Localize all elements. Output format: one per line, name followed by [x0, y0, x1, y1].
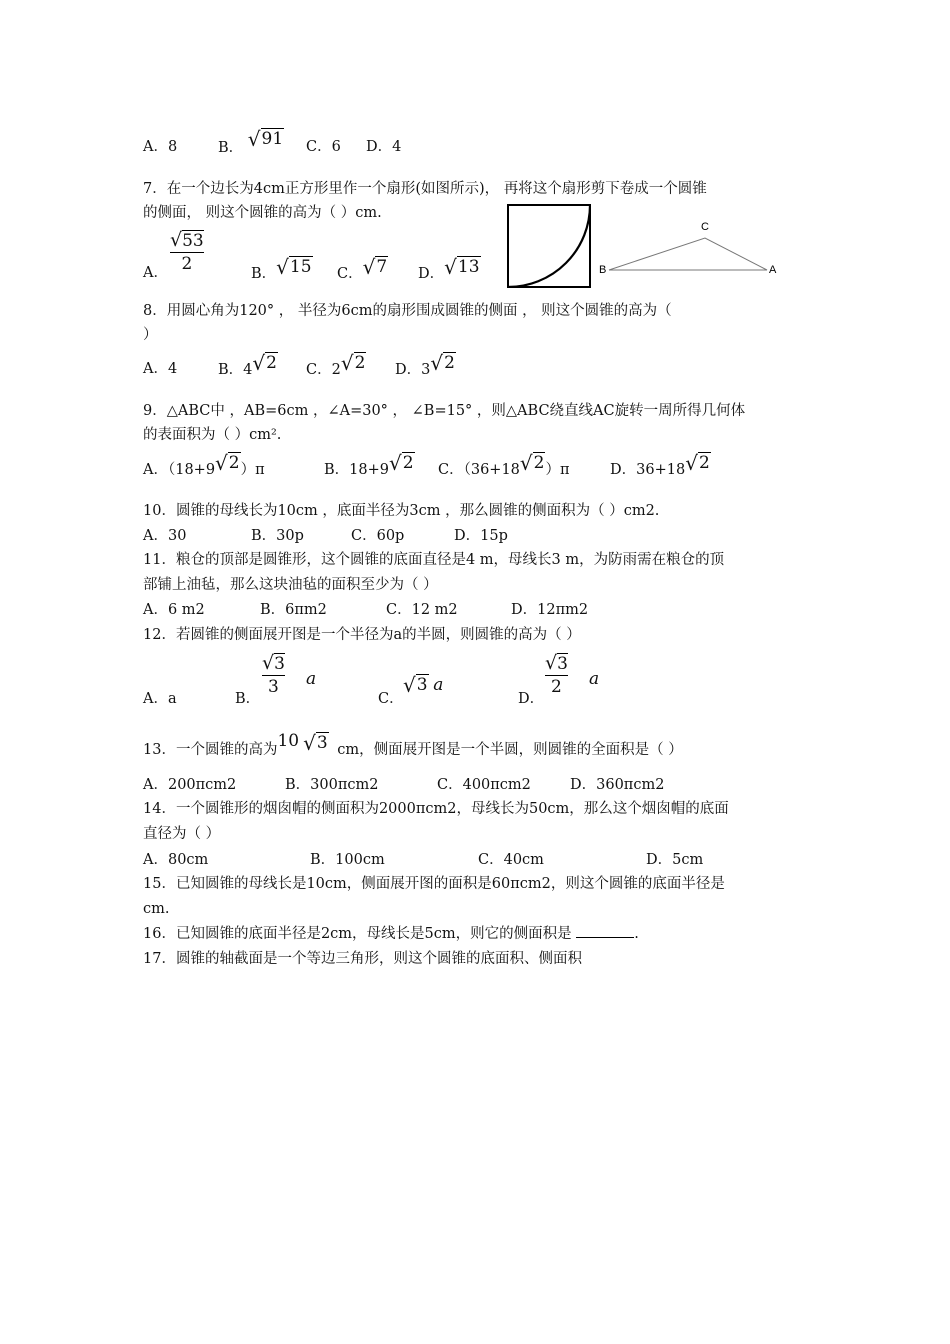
q8-option-a: A．4: [143, 361, 178, 377]
q9-option-b: B．18+9√2: [324, 451, 414, 478]
q12-option-d-var: a: [589, 669, 600, 689]
q11-option-c: C．12 m2: [386, 602, 458, 618]
triangle-outline: [609, 238, 767, 270]
q9-option-d: D．36+18√2: [610, 451, 710, 478]
q15-line1: 15．已知圆锥的母线长是10cm，侧面展开图的面积是60πcm2，则这个圆锥的底面半径是: [143, 876, 725, 892]
q10-option-c: C．60p: [351, 528, 405, 544]
q14-line2: 直径为（ ）: [143, 826, 221, 842]
q12-option-a: A．a: [143, 691, 177, 707]
vertex-label-c: C: [701, 221, 709, 233]
q15-line2: cm.: [143, 901, 170, 917]
q9-line1: 9．△ABC中 ，AB=6cm ，∠A=30° ， ∠B=15° ，则△ABC绕直线AC旋转一周所得几何体: [143, 403, 746, 419]
q6-option-c: C．6: [306, 139, 341, 155]
q12-option-d-fraction: $\frac{√3}{2}$: [545, 652, 568, 697]
q14-option-d: D．5cm: [646, 852, 704, 868]
q6-option-d: D．4: [366, 139, 402, 155]
q12-option-d-label: D．: [518, 691, 545, 707]
vertex-label-b: B: [599, 264, 607, 276]
q16-line1: 16．已知圆锥的底面半径是2cm，母线长是5cm，则它的侧面积是 .: [143, 926, 639, 942]
q6-option-a: A．8: [143, 139, 178, 155]
q12-line1: 12．若圆锥的侧面展开图是一个半径为a的半圆，则圆锥的高为（ ）: [143, 627, 581, 643]
vertex-label-a: A: [769, 264, 777, 276]
q14-option-b: B．100cm: [310, 852, 385, 868]
q12-option-b-label: B．: [235, 691, 261, 707]
sector-arc: [508, 205, 590, 287]
q10-option-d: D．15p: [454, 528, 508, 544]
q8-line1: 8．用圆心角为120° ， 半径为6cm的扇形围成圆锥的侧面 ， 则这个圆锥的高为（: [143, 303, 672, 319]
q13-option-b: B．300πcm2: [285, 777, 379, 793]
q8-option-b: B．4√2: [218, 351, 277, 378]
q11-option-b: B．6πm2: [260, 602, 327, 618]
q7-option-c: C．√7: [337, 255, 388, 282]
q14-line1: 14．一个圆锥形的烟囱帽的侧面积为2000πcm2，母线长为50cm，那么这个烟囱帽的底面: [143, 801, 729, 817]
q12-option-c-label: C．: [378, 691, 404, 707]
q8-line2: ）: [143, 327, 158, 343]
q10-line1: 10．圆锥的母线长为10cm ，底面半径为3cm ，那么圆锥的侧面积为（ ）cm2.: [143, 503, 660, 519]
q9-option-c: C．（36+18√2）π: [438, 451, 570, 478]
q13-line1: 13．一个圆锥的高为10 √3 cm，侧面展开图是一个半圆，则圆锥的全面积是（ ）: [143, 731, 683, 758]
q7-option-a-fraction: $\frac{√53}{2}$: [170, 229, 204, 274]
q14-option-a: A．80cm: [143, 852, 209, 868]
q7-option-b: B．√15: [251, 255, 312, 282]
q13-option-d: D．360πcm2: [570, 777, 665, 793]
q7-option-d: D．√13: [418, 255, 480, 282]
q7-line1: 7．在一个边长为4cm正方形里作一个扇形(如图所示)， 再将这个扇形剪下卷成一个圆锥: [143, 181, 707, 197]
triangle-abc-figure: [597, 218, 785, 280]
q12-option-b-var: a: [306, 669, 317, 689]
q10-option-a: A．30: [143, 528, 187, 544]
q9-option-a: A．（18+9√2）π: [143, 451, 265, 478]
q6-option-b: B． √91: [218, 127, 284, 156]
answer-blank[interactable]: [576, 937, 634, 938]
q13-option-a: A．200πcm2: [143, 777, 237, 793]
q12-option-c-radical: √3 a: [403, 673, 444, 697]
q11-line1: 11．粮仓的顶部是圆锥形，这个圆锥的底面直径是4 m，母线长3 m，为防雨需在粮仓的顶: [143, 552, 725, 568]
q8-option-c: C．2√2: [306, 351, 366, 378]
q7-option-a-label: A．: [143, 265, 168, 281]
q7-line2: 的侧面， 则这个圆锥的高为（ ）cm.: [143, 205, 382, 221]
q11-option-d: D．12πm2: [511, 602, 589, 618]
q9-line2: 的表面积为（ ）cm².: [143, 427, 282, 443]
q8-option-d: D．3√2: [395, 351, 455, 378]
q14-option-c: C．40cm: [478, 852, 544, 868]
square-sector-figure: [507, 204, 591, 288]
q12-option-b-fraction: $\frac{√3}{3}$: [262, 652, 285, 697]
q10-option-b: B．30p: [251, 528, 304, 544]
q17-line1: 17．圆锥的轴截面是一个等边三角形，则这个圆锥的底面积、侧面积: [143, 951, 582, 967]
q11-option-a: A．6 m2: [143, 602, 205, 618]
q11-line2: 部铺上油毡，那么这块油毡的面积至少为（ ）: [143, 577, 438, 593]
q13-option-c: C．400πcm2: [437, 777, 531, 793]
